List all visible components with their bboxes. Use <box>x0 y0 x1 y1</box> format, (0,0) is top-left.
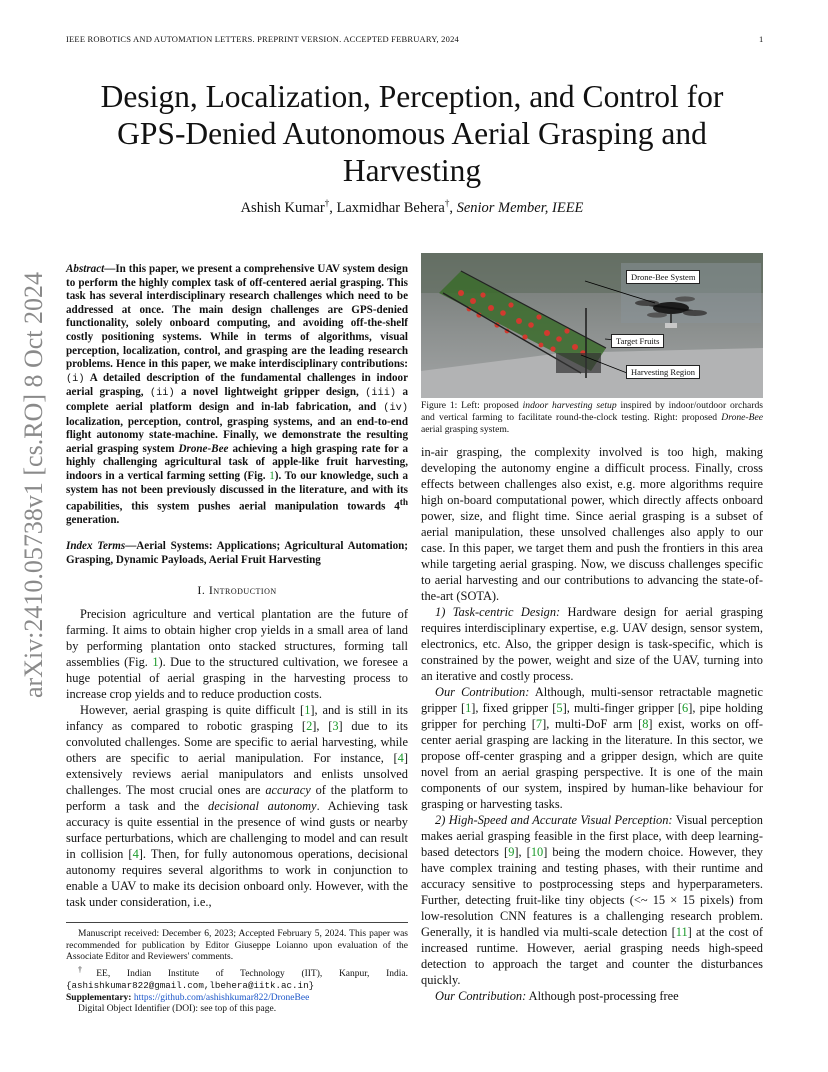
dagger-mark-2: † <box>444 198 450 208</box>
index-terms-lead: Index Terms <box>66 539 126 552</box>
author-separator: , <box>449 199 457 216</box>
citation-link[interactable]: 1 <box>465 701 472 715</box>
supplementary-label: Supplementary: <box>66 992 132 1003</box>
citation-link[interactable]: 1 <box>304 703 311 718</box>
contribution-marker: (iii) <box>365 387 397 400</box>
caption-emphasis: Drone-Bee <box>721 412 763 423</box>
contribution-marker: (iv) <box>383 401 408 414</box>
abstract-text: a novel lightweight gripper design, <box>174 386 366 399</box>
paragraph-text: of the platform to perform a task and the <box>66 783 408 814</box>
caption-text: inspired by indoor/outdoor orchards and vertical farming to facilitate round-the-clock testing. Right: proposed <box>421 400 764 423</box>
caption-emphasis: indoor harvesting setup <box>522 400 617 411</box>
subsection-heading: 2) High-Speed and Accurate Visual Perception: <box>435 813 673 827</box>
section-numeral: I. <box>197 583 209 598</box>
superscript: th <box>399 498 408 509</box>
citation-link[interactable]: 2 <box>306 719 313 734</box>
abstract-lead: Abstract <box>66 263 105 275</box>
footnote-manuscript: Manuscript received: December 6, 2023; Accepted February 5, 2024. This paper was recommended for publication by Editor Giuseppe Loianno upon evaluation of the Associate Editor and Reviewers' comments. <box>66 929 408 962</box>
author-separator: , <box>329 199 337 216</box>
paragraph-text: ] due to its convoluted challenges. Some are specific to aerial harvesting, while others are specific to aerial manipulation. For instance, [ <box>66 719 408 766</box>
paragraph-text: ], multi-DoF arm [ <box>542 717 643 731</box>
abstract-text: achieving a high grasping rate for a highly challenging agricultural task of apple-like fruit harvesting, indoors in a vertical farming setting (Fig. <box>66 442 408 482</box>
label-harvesting-region: Harvesting Region <box>626 365 700 379</box>
abstract-text: —In this paper, we present a comprehensive UAV system design to perform the highly complex task of off-centered aerial grasping. This task has several interdisciplinary research challenges which need to be addressed at once. The main design challenges are GPS-denied functionality, solely onboard computing, and avoiding off-the-shelf costly positioning systems. While in terms of algorithms, visual perception, localization, control, and grasping are the leading research problems. Hence in this paper, we make interdisciplinary contributions: <box>66 263 408 371</box>
section-heading-intro <box>66 583 408 598</box>
paragraph-text: ], multi-finger gripper [ <box>562 701 683 715</box>
citation-link[interactable]: 9 <box>508 845 515 859</box>
index-terms <box>66 540 408 567</box>
figure-ref-link[interactable]: 1 <box>152 655 159 670</box>
caption-text: aerial grasping system. <box>421 424 510 435</box>
paragraph-text: ]. Then, for fully autonomous operations, decisional autonomy requires several algorithms to work in conjunction to enable a UAV to make its decision onboard only. However, with the task under consideration, i.e., <box>66 847 409 910</box>
paragraph-text: . Achieving task accuracy is quite essential in the presence of wind gusts or nearby surface perturbations, which are challenging to model and can result in collision [ <box>66 799 408 862</box>
contribution-heading: Our Contribution: <box>435 989 527 1003</box>
figure-1 <box>421 253 763 398</box>
contribution-marker: (i) <box>66 372 85 385</box>
contribution-marker: (ii) <box>149 387 175 400</box>
paragraph-text: ], fixed gripper [ <box>471 701 557 715</box>
author-line <box>66 198 758 217</box>
intro-paragraph-1 <box>66 606 408 702</box>
right-paragraph-contribution-1 <box>421 684 763 812</box>
page-number: 1 <box>759 34 764 44</box>
arxiv-stamp-text: arXiv:2410.05738v1 [cs.RO] 8 Oct 2024 <box>19 271 48 699</box>
contribution-heading: Our Contribution: <box>435 685 530 699</box>
paragraph-text: ], [ <box>514 845 531 859</box>
label-target-fruits: Target Fruits <box>611 334 664 348</box>
supplementary-link[interactable]: https://github.com/ashishkumar822/DroneBee <box>133 992 310 1003</box>
abstract-text: ). To our knowledge, such a system has not been previously discussed in the literature, and with its capabilities, this system pushes aerial manipulation towards 4 <box>66 469 409 513</box>
paragraph-text: Visual perception makes aerial grasping feasible in the first place, with deep learning-based detectors [ <box>421 813 763 859</box>
right-paragraph-perception <box>421 812 763 988</box>
paragraph-text: Precision agriculture and vertical plantation are the future of farming. It aims to obtain higher crop yields in a small area of land by performing plantation onto stacked structures, forming tall assemblies (Fig. <box>66 607 408 670</box>
right-paragraph-contribution-2 <box>421 988 763 1004</box>
figure-ref-link[interactable]: 1 <box>269 469 275 482</box>
citation-link[interactable]: 7 <box>535 717 543 731</box>
citation-link[interactable]: 4 <box>397 751 404 766</box>
citation-link[interactable]: 6 <box>682 701 689 715</box>
arxiv-stamp <box>13 271 55 699</box>
paragraph-text: ], and is still in its infancy as compared to robotic grasping [ <box>66 703 408 734</box>
right-column <box>421 253 763 1004</box>
right-paragraph-1: in-air grasping, the complexity involved is too high, making developing the autonomy engine a difficult process. Finally, cross effects between challenges also exist, e.g. more algorithms require high on-board computational power, which directly affects onboard power, size, and flight time. Since aerial grasping is a subset of aerial manipulation, these unsolved challenges also apply to our case. In this paper, we target them and push the frontiers in this area while targeting aerial grasping. Now, we discuss challenges specific to aerial harvesting and our contributions to advancing the state-of-the-art (SOTA). <box>421 445 763 603</box>
footnote-affiliation <box>66 964 408 993</box>
citation-link[interactable]: 3 <box>332 719 339 734</box>
footnote-supplementary <box>66 993 408 1005</box>
author-2: Laxmidhar Behera <box>336 199 445 216</box>
system-name: Drone-Bee <box>178 442 229 455</box>
caption-text: Figure 1: Left: proposed <box>421 400 523 411</box>
abstract-text: a complete aerial platform design and in-lab fabrication, and <box>66 386 408 413</box>
right-paragraph-task-centric <box>421 604 763 684</box>
author-1: Ashish Kumar <box>240 199 325 216</box>
intro-paragraph-2 <box>66 702 408 910</box>
dagger-mark-1: † <box>324 198 330 208</box>
citation-link[interactable]: 4 <box>132 847 139 862</box>
paragraph-text: ). Due to the structured cultivation, we foresee a huge potential of aerial grasping in the harvesting process to increase crop yields and to reduce production costs. <box>66 655 408 702</box>
paragraph-text: ], pipe holding gripper for perching [ <box>421 701 763 731</box>
footnotes <box>66 922 408 1016</box>
citation-link[interactable]: 11 <box>675 925 688 939</box>
paragraph-text: ] at the cost of increased runtime. However, aerial grasping needs high-speed detection to approach the target and counter the disturbances quickly. <box>421 925 763 987</box>
citation-link[interactable]: 8 <box>642 717 649 731</box>
label-drone-bee: Drone-Bee System <box>626 270 700 284</box>
figure-caption <box>421 400 763 436</box>
section-title: Introduction <box>208 583 277 598</box>
harvesting-setup-photo <box>421 253 763 398</box>
abstract-text: localization, perception, control, grasping systems, and an end-to-end flight autonomy state-machine. Finally, we demonstrate the resulting aerial grasping system <box>66 415 408 455</box>
citation-link[interactable]: 5 <box>556 701 563 715</box>
harvest-platform <box>556 353 601 373</box>
emphasis: accuracy <box>265 783 311 798</box>
footnote-doi: Digital Object Identifier (DOI): see top of this page. <box>78 1004 277 1015</box>
author-emails[interactable]: {ashishkumar822@gmail.com,lbehera@iitk.ac.in} <box>66 980 315 992</box>
index-terms-text: —Aerial Systems: Applications; Agricultural Automation; Grasping, Dynamic Payloads, Aerial Fruit Harvesting <box>66 539 408 566</box>
affiliation-text: EE, Indian Institute of Technology (IIT), Kanpur, India. <box>96 968 408 979</box>
paragraph-text: Although, multi-sensor retractable magnetic gripper [ <box>421 685 763 715</box>
paragraph-text: Hardware design for aerial grasping requires interdisciplinary expertise, e.g. UAV design, sensor system, electronics, etc. Also, the gripper design is task-specific, which is constrained by the power, weight and size of the UAV, turning into an iterative and costly process. <box>421 605 763 683</box>
paragraph-text: Although post-processing free <box>526 989 679 1003</box>
dagger-mark: † <box>78 964 97 974</box>
emphasis: decisional autonomy <box>208 799 317 814</box>
paragraph-text: ] extensively reviews aerial manipulators and enlists unsolved challenges. The most crucial ones are <box>66 751 408 798</box>
paragraph-text: ] being the modern choice. However, they have complex training and testing phases, with their runtime and accuracy sensitive to postprocessing steps and hyperparameters. Further, detecting fruit-like tiny objects (<~ 15 × 15 pixels) from low-resolution CNN features is a challenging research problem. Generally, it is handled via multi-scale detection [ <box>421 845 763 939</box>
journal-header: IEEE ROBOTICS AND AUTOMATION LETTERS. PREPRINT VERSION. ACCEPTED FEBRUARY, 2024 <box>66 34 459 44</box>
subsection-heading: 1) Task-centric Design: <box>435 605 561 619</box>
paragraph-text: ] exist, works on off-center aerial grasping are lacking in the literature. In this sector, we propose off-center grasping and a gripper design, which are quite novel from an aerial grasping perspective. It is one of the main components of our system, inspired by human-like behaviour for grasping or harvesting tasks. <box>421 717 763 811</box>
paper-title: Design, Localization, Perception, and Control for GPS-Denied Autonomous Aerial Grasping and Harvesting <box>100 79 724 188</box>
paragraph-text: ], [ <box>312 719 333 734</box>
author-role: Senior Member, IEEE <box>456 199 584 216</box>
abstract-text: A detailed description of the fundamental challenges in indoor aerial grasping, <box>66 371 408 399</box>
paragraph-text: However, aerial grasping is quite difficult [ <box>80 703 305 718</box>
left-column <box>66 253 408 910</box>
abstract-text: generation. <box>66 514 120 527</box>
abstract <box>66 263 408 528</box>
citation-link[interactable]: 10 <box>530 845 544 859</box>
